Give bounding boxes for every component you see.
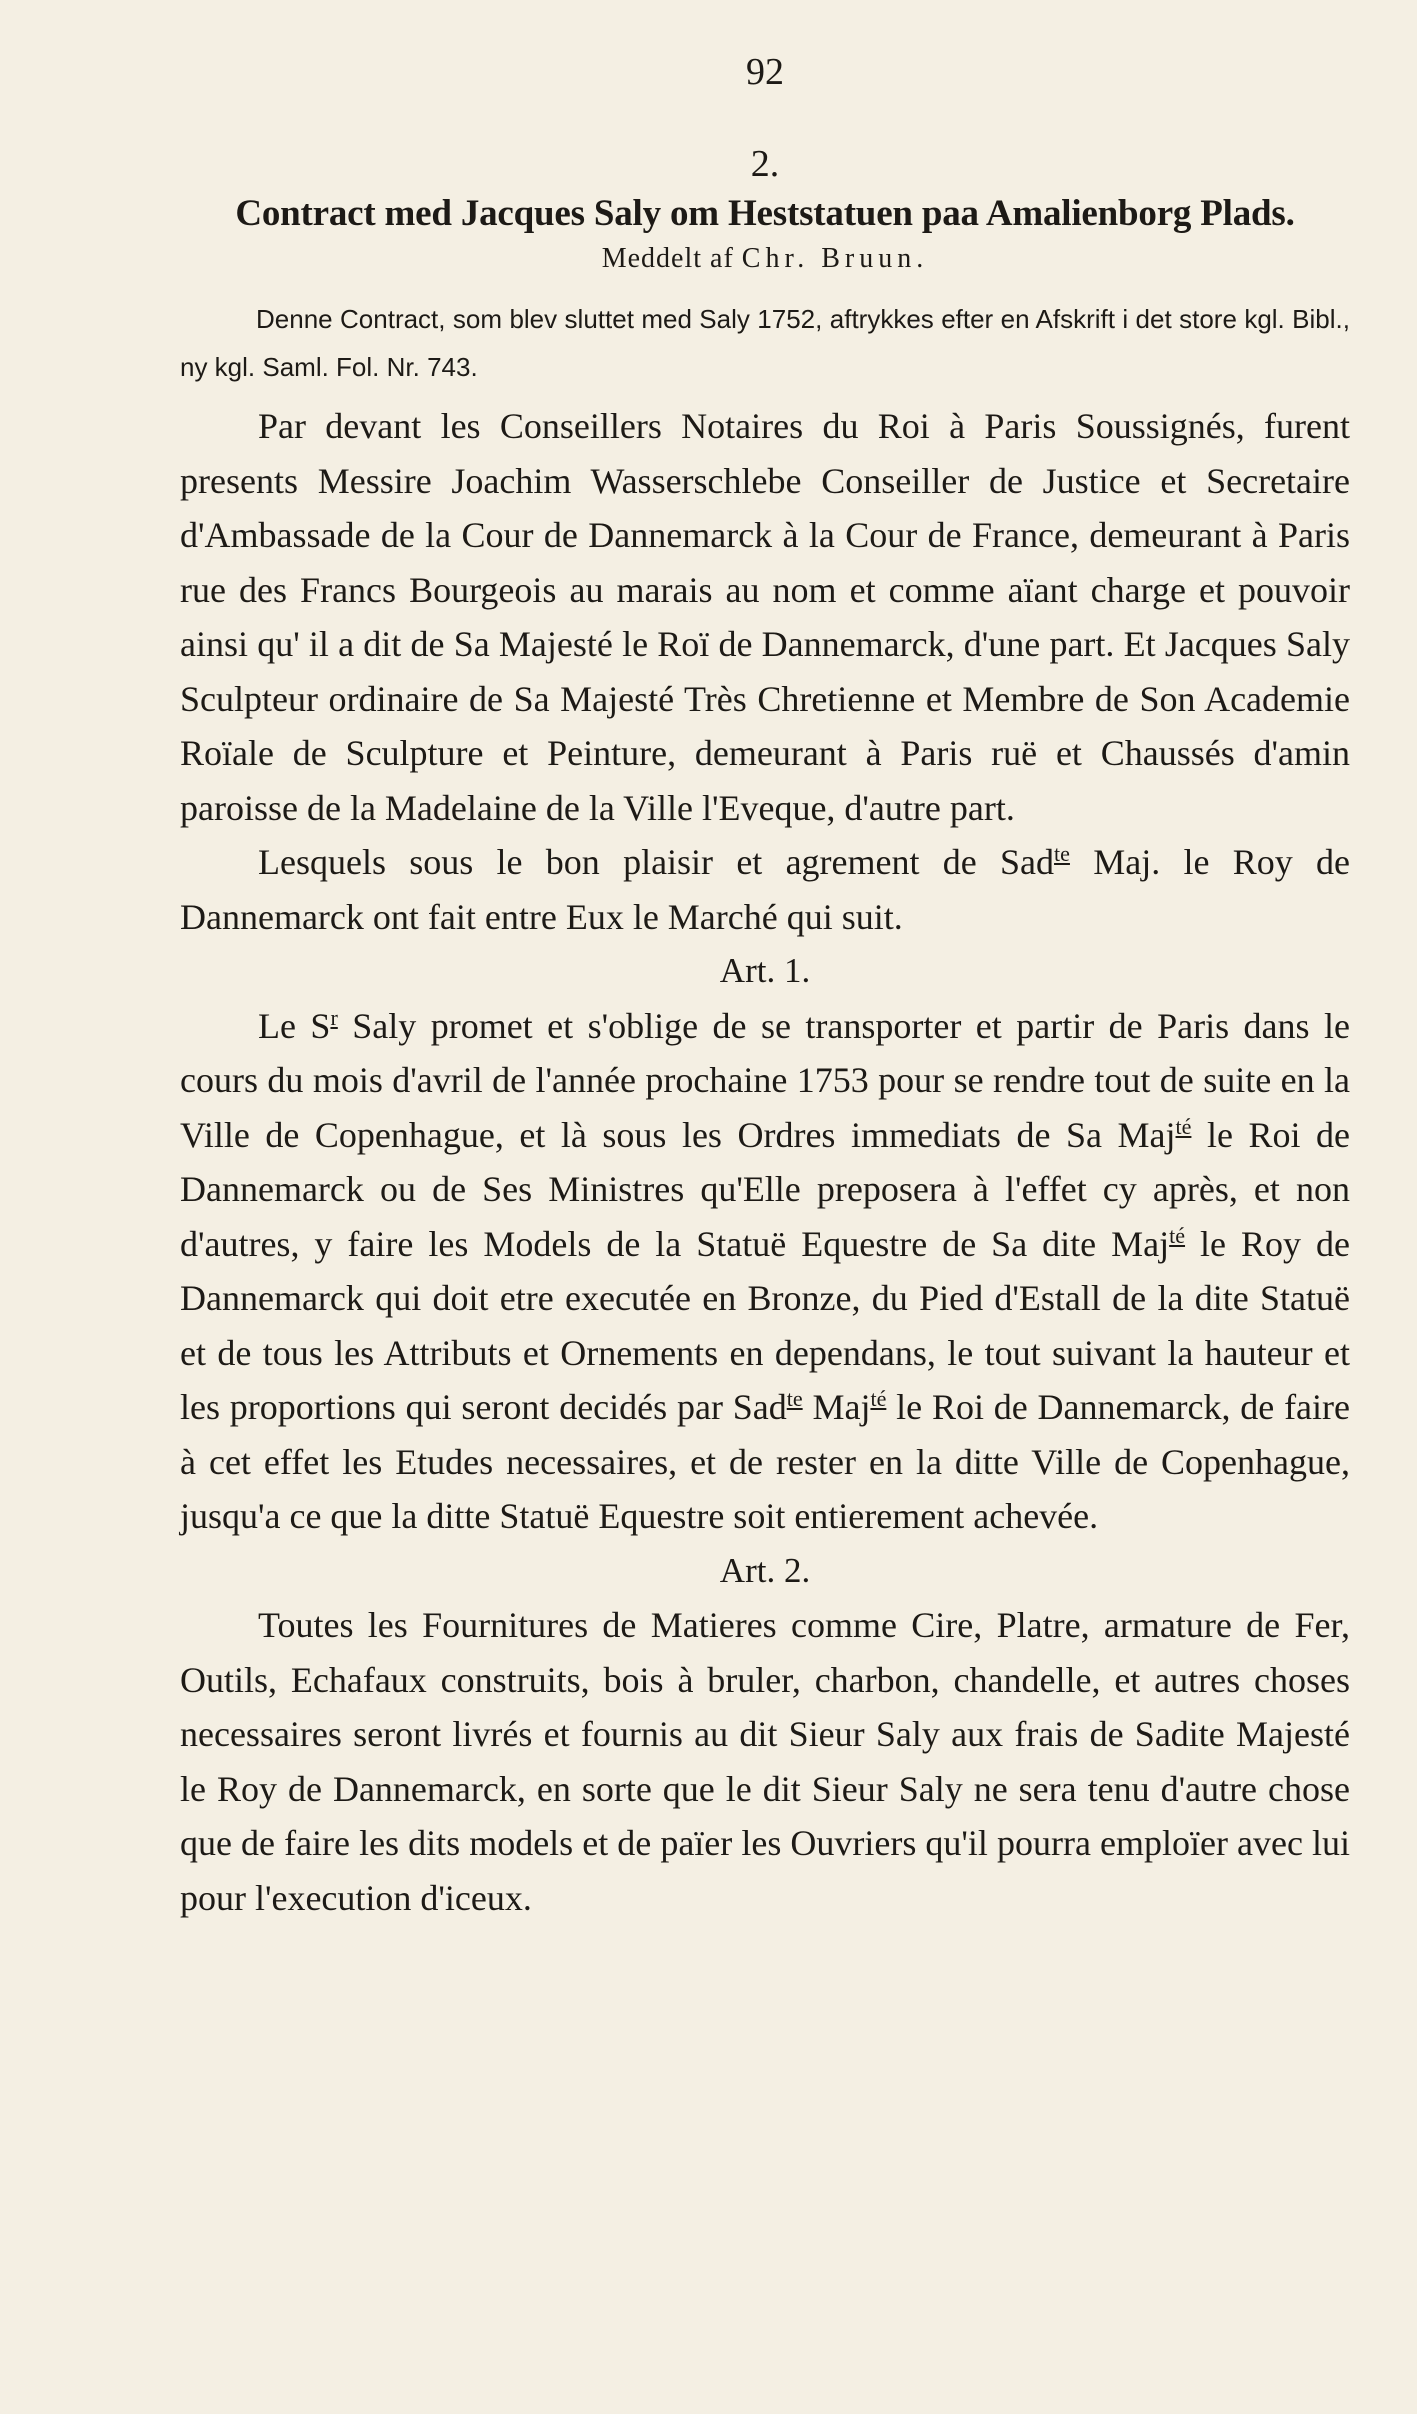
page-number: 92: [746, 51, 784, 93]
section-number: 2.: [750, 143, 780, 185]
byline: [180, 243, 1350, 275]
byline-prefix: Meddelt af: [601, 243, 734, 274]
editorial-note: Denne Contract, som blev sluttet med Saly 1752, aftrykkes efter en Afskrift i det store kgl. Bibl., ny kgl. Saml. Fol. Nr. 743.: [180, 304, 1350, 382]
art1-text-4: le Roy de Dannemarck qui doit etre executée en Bronze, du Pied d'Estall de la dite Statuë et de tous les Attributs et Ornements en dependans, le tout suivant la hauteur et les proportions qui seront decidés par Sad: [180, 1223, 1350, 1427]
book-page: [180, 50, 1350, 1925]
art1-text-6: le Roi de Dannemarck, de faire à cet effet les Etudes necessaires, et de rester en la ditte Ville de Copenhague, jusqu'a ce que la ditte Statuë Equestre soit entierement achevée.: [180, 1387, 1351, 1536]
article-2-paragraph: Toutes les Fournitures de Matieres comme Cire, Platre, armature de Fer, Outils, Echafaux construits, bois à bruler, charbon, chandelle, et autres choses necessaires seront livrés et fournis au dit Sieur Saly aux frais de Sadite Majesté le Roy de Dannemarck, en sorte que le dit Sieur Saly ne sera tenu d'autre chose que de faire les dits models et de païer les Ouvriers qu'il pourra emploïer avec lui pour l'execution d'iceux.: [180, 1605, 1350, 1918]
art1-text-2: Saly promet et s'oblige de se transporter et partir de Paris dans le cours du mois d'avril de l'année prochaine 1753 pour se rendre tout de suite en la Ville de Copenhague, et là sous les Ordres immediats de Sa Maj: [180, 1005, 1350, 1155]
abbrev-superscript: té: [1175, 1113, 1192, 1139]
intro-paragraph-1: Par devant les Conseillers Notaires du Roi à Paris Soussignés, furent presents Messire Joachim Wasserschlebe Conseiller de Justice et Secretaire d'Ambassade de la Cour de Dannemarck à la Cour de France, demeurant à Paris rue des Francs Bourgeois au marais au nom et comme aïant charge et pouvoir ainsi qu' il a dit de Sa Majesté le Roï de Dannemarck, d'une part. Et Jacques Saly Sculpteur ordinaire de Sa Majesté Très Chretienne et Membre de Son Academie Roïale de Sculpture et Peinture, demeurant à Paris ruë et Chaussés d'amin paroisse de la Madelaine de la Ville l'Eveque, d'autre part.: [180, 406, 1350, 828]
abbrev-superscript: té: [1169, 1222, 1186, 1248]
abbrev-superscript: té: [870, 1386, 887, 1411]
intro-p2-text-2: Maj. le Roy de Dannemarck ont fait entre Eux le Marché qui suit.: [180, 842, 1350, 937]
abbrev-superscript: te: [1054, 841, 1070, 866]
article-2-heading: Art. 2.: [719, 1550, 811, 1590]
byline-author: Chr. Bruun.: [741, 243, 929, 274]
article-1-heading: Art. 1.: [719, 951, 811, 990]
abbrev-superscript: r: [330, 1004, 338, 1030]
intro-p2-text-1: Lesquels sous le bon plaisir et agrement de Sad: [258, 842, 1055, 882]
article-title: Contract med Jacques Saly om Heststatuen paa Amalienborg Plads.: [235, 193, 1295, 234]
intro-paragraph-2: [180, 835, 1350, 944]
art1-text-5: Maj: [802, 1387, 871, 1427]
abbrev-superscript: te: [786, 1386, 803, 1411]
article-1-paragraph: [180, 999, 1350, 1544]
art1-text-1: Le S: [258, 1005, 331, 1046]
art1-text-3: le Roi de Dannemarck ou de Ses Ministres qu'Elle preposera à l'effet cy après, et non d'autres, y faire les Models de la Statuë Equestre de Sa dite Maj: [180, 1114, 1351, 1264]
